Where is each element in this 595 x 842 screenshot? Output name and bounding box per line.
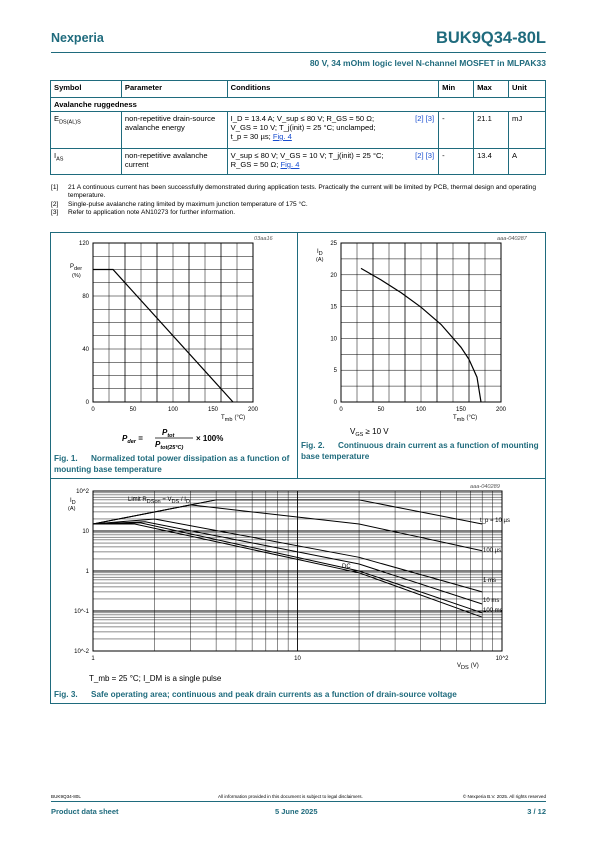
curve-label: 1 ms xyxy=(483,578,497,584)
x-axis-label: VDS (V) xyxy=(457,663,479,671)
y-axis-label: Pder xyxy=(70,264,83,272)
symbol-cell: $E_{DS(AL)S}$ xyxy=(51,112,122,149)
figure-3-grid xyxy=(93,491,502,651)
table-row xyxy=(51,112,546,149)
figure-code: aaa-040289 xyxy=(470,484,500,490)
condition-line: V_GS = 10 V; T_j(init) = 25 °C; unclamped; xyxy=(230,123,376,132)
y-tick-label: 1 xyxy=(85,569,89,575)
y-tick-label: 80 xyxy=(82,294,89,300)
x-axis-label: Tmb (°C) xyxy=(221,415,246,423)
soa-curves xyxy=(93,500,482,617)
y-axis-unit: (A) xyxy=(68,506,76,512)
footer-doc-id: BUK9Q34-80L xyxy=(51,794,81,799)
y-tick-label: 10^-1 xyxy=(74,609,89,615)
section-title: Avalanche ruggedness xyxy=(51,98,546,112)
section-row xyxy=(51,98,546,112)
col-max: Max xyxy=(474,81,509,98)
figure-1-grid xyxy=(93,243,253,402)
part-number: BUK9Q34-80L xyxy=(435,29,546,47)
x-tick-label: 0 xyxy=(91,407,95,413)
figure-1-chart xyxy=(50,232,298,451)
unit-cell: mJ xyxy=(509,112,546,149)
curve-label: 100 ms xyxy=(483,608,503,614)
table-header-row xyxy=(51,81,546,98)
y-axis-label: ID xyxy=(317,249,323,257)
vgs-condition: $V_{GS} \ge 10$ V xyxy=(350,427,389,438)
conditions-cell xyxy=(227,112,438,149)
x-tick-label: 150 xyxy=(455,407,467,413)
header-rule xyxy=(51,52,546,53)
y-tick-label: 10 xyxy=(82,529,89,535)
x-tick-label: 50 xyxy=(377,407,385,413)
curve-label: DC xyxy=(342,564,351,570)
y-tick-label: 10^-2 xyxy=(74,649,89,655)
y-tick-label: 0 xyxy=(333,400,337,406)
avalanche-table xyxy=(50,80,546,175)
min-cell: - xyxy=(439,149,474,175)
x-tick-label: 200 xyxy=(247,407,259,413)
svg-text:Pder =: $P_{der}$ = xyxy=(122,434,143,445)
col-parameter: Parameter xyxy=(121,81,227,98)
x-tick-label: 10^2 xyxy=(495,656,509,662)
min-cell: - xyxy=(439,112,474,149)
y-tick-label: 5 xyxy=(333,368,337,375)
condition-line: V_sup ≤ 80 V; V_GS = 10 V; T_j(init) = 25 °C; xyxy=(230,151,384,160)
figure-3-chart xyxy=(50,478,546,678)
y-tick-label: 0 xyxy=(85,400,89,406)
col-conditions: Conditions xyxy=(227,81,438,98)
figure-code: aaa-040287 xyxy=(497,236,527,242)
footer-date: 5 June 2025 xyxy=(275,807,318,816)
soa-curve xyxy=(93,523,482,613)
curve-label: 100 µs xyxy=(483,548,502,554)
y-tick-label: 10^2 xyxy=(76,489,89,495)
footer-page: 3 / 12 xyxy=(527,807,546,816)
col-min: Min xyxy=(439,81,474,98)
product-subtitle: 80 V, 34 mOhm logic level N-channel MOSFET in MLPAK33 xyxy=(309,58,546,68)
figure-1-caption: Fig. 1. Normalized total power dissipation as a function of mounting base temperature xyxy=(54,454,290,474)
curve-label: t_p = 10 µs xyxy=(480,518,510,524)
svg-text:Ptot: $P_{tot}$ xyxy=(162,428,175,439)
y-tick-label: 15 xyxy=(330,304,337,311)
brand-name: Nexperia xyxy=(51,31,104,45)
soa-curve-labels xyxy=(342,518,510,614)
table-row xyxy=(51,149,546,175)
condition-line: t_p = 30 µs; Fig. 4 xyxy=(230,132,292,141)
conditions-cell xyxy=(227,149,438,175)
reference-links[interactable]: [2] [3] xyxy=(415,151,435,160)
y-axis-unit: (A) xyxy=(316,257,324,263)
symbol-cell: $I_{AS}$ xyxy=(51,149,122,175)
x-tick-label: 50 xyxy=(129,407,137,413)
y-axis-unit: (%) xyxy=(72,273,81,279)
y-tick-label: 40 xyxy=(82,347,89,353)
max-cell: 21.1 xyxy=(474,112,509,149)
x-tick-label: 1 xyxy=(91,656,95,662)
footer-rule xyxy=(51,801,546,802)
table-notes xyxy=(51,184,551,218)
footer-doc-type: Product data sheet xyxy=(51,807,119,816)
y-axis-label: ID xyxy=(70,498,76,506)
x-tick-label: 200 xyxy=(495,407,507,413)
x-tick-label: 0 xyxy=(339,407,343,413)
col-unit: Unit xyxy=(509,81,546,98)
x-tick-label: 100 xyxy=(415,407,427,413)
y-tick-label: 120 xyxy=(78,241,89,247)
y-tick-label: 20 xyxy=(330,272,337,279)
figure-3-caption: Fig. 3. Safe operating area; continuous and peak drain currents as a function of drain-source voltage xyxy=(54,690,457,699)
x-axis-label: Tmb (°C) xyxy=(453,415,478,423)
parameter-cell: non-repetitive avalanche current xyxy=(121,149,227,175)
soa-condition: T_mb = 25 °C; I_DM is a single pulse xyxy=(89,674,222,683)
footer-copyright: © Nexperia B.V. 2025. All rights reserved xyxy=(462,794,546,799)
col-symbol: Symbol xyxy=(51,81,122,98)
svg-text:× 100%: × 100% xyxy=(196,434,224,443)
reference-links[interactable]: [2] [3] xyxy=(415,114,435,123)
y-tick-label: 25 xyxy=(330,241,337,247)
x-tick-label: 100 xyxy=(167,407,179,413)
figure-2-caption: Fig. 2. Continuous drain current as a function of mounting base temperature xyxy=(301,441,539,461)
max-cell: 13.4 xyxy=(474,149,509,175)
soa-curve xyxy=(93,522,482,604)
note-2: [2] Single-pulse avalanche rating limited by maximum junction temperature of 175 °C. xyxy=(51,200,308,208)
note-3: [3] Refer to application note AN10273 for further information. xyxy=(51,209,236,217)
footer-disclaimer: All information provided in this document is subject to legal disclaimers. xyxy=(218,794,363,799)
figure-2-chart xyxy=(297,232,546,444)
figure-1-ticks xyxy=(79,241,259,413)
condition-line: R_GS = 50 Ω; Fig. 4 xyxy=(230,160,300,169)
fig4-link[interactable]: Fig. 4 xyxy=(280,160,300,169)
rdson-limit-label: Limit RDSon = VDS / ID xyxy=(128,497,191,505)
condition-line: I_D = 13.4 A; V_sup ≤ 80 V; R_GS = 50 Ω; xyxy=(230,114,375,123)
parameter-cell: non-repetitive drain-source avalanche energy xyxy=(121,112,227,149)
unit-cell: A xyxy=(509,149,546,175)
curve-label: 10 ms xyxy=(483,598,500,604)
svg-text:Ptot(25°C): $P_{tot(25^\circ C)}$ xyxy=(155,440,184,451)
figure-code: 03aa16 xyxy=(254,236,273,242)
x-tick-label: 150 xyxy=(207,407,219,413)
y-tick-label: 10 xyxy=(330,336,337,343)
x-tick-label: 10 xyxy=(294,656,301,662)
fig4-link[interactable]: Fig. 4 xyxy=(272,132,292,141)
note-1: [1] 21 A continuous current has been successfully demonstrated during application tests. Practically the current will be limited by PCB, thermal design and operating temperature. xyxy=(51,184,537,200)
